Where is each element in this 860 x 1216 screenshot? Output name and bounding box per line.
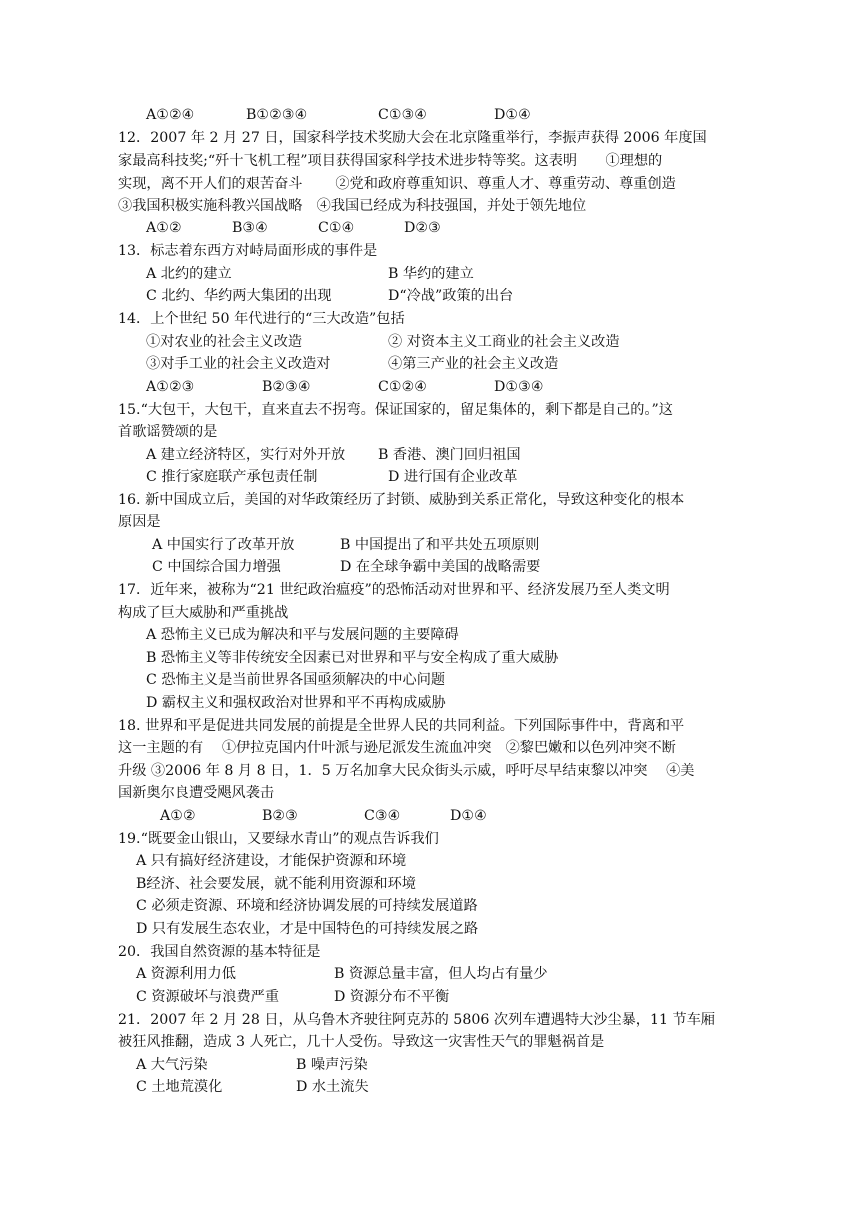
q15-option-c: C 推行家庭联产承包责任制: [146, 469, 318, 485]
q21-stem-line2: 被狂风推翻，造成 3 人死亡，几十人受伤。导致这一灾害性天气的罪魁祸首是: [118, 1034, 605, 1050]
q19-option-c: C 必须走资源、环境和经济协调发展的可持续发展道路: [136, 898, 478, 914]
q21-option-d: D 水土流失: [296, 1079, 369, 1095]
q12-option-d: D②③: [404, 220, 441, 236]
q16-option-d: D 在全球争霸中美国的战略需要: [340, 559, 541, 575]
q12-stem-line3: 实现，离不开人们的艰苦奋斗 ②党和政府尊重知识、尊重人才、尊重劳动、尊重创造: [118, 176, 676, 192]
q16-option-c: C 中国综合国力增强: [152, 559, 281, 575]
q14-option-a: A①②③: [146, 379, 195, 395]
q17-option-a: A 恐怖主义已成为解决和平与发展问题的主要障碍: [146, 627, 459, 643]
q19-option-a: A 只有搞好经济建设，才能保护资源和环境: [136, 853, 407, 869]
q15-stem-line1: 15.“大包干，大包干，直来直去不拐弯。保证国家的，留足集体的，剩下都是自己的。”这: [118, 402, 673, 418]
q15-option-a: A 建立经济特区，实行对外开放: [146, 447, 346, 463]
q17-option-b: B 恐怖主义等非传统安全因素已对世界和平与安全构成了重大威胁: [146, 650, 559, 666]
q12-stem-line2: 家最高科技奖;“歼十飞机工程”项目获得国家科学技术进步特等奖。这表明 ①理想的: [118, 153, 663, 169]
q14-item-3: ③对手工业的社会主义改造对: [146, 356, 331, 372]
q18-stem-line2: 这一主题的有 ①伊拉克国内什叶派与逊尼派发生流血冲突 ②黎巴嫩和以色列冲突不断: [118, 740, 676, 756]
q12-option-b: B③④: [232, 220, 268, 236]
q21-option-b: B 噪声污染: [296, 1057, 368, 1073]
q21-stem-line1: 21．2007 年 2 月 28 日，从乌鲁木齐驶往阿克苏的 5806 次列车遭遇特大沙尘暴，11 节车厢: [118, 1012, 716, 1028]
q13-option-b: B 华约的建立: [388, 266, 474, 282]
q14-item-2: ② 对资本主义工商业的社会主义改造: [388, 334, 620, 350]
q14-item-1: ①对农业的社会主义改造: [146, 334, 303, 350]
q14-option-d: D①③④: [494, 379, 544, 395]
q18-stem-line1: 18. 世界和平是促进共同发展的前提是全世界人民的共同利益。下列国际事件中，背离和平: [118, 718, 685, 734]
q18-stem-line4: 国新奥尔良遭受飓风袭击: [118, 785, 275, 801]
q20-option-d: D 资源分布不平衡: [334, 989, 450, 1005]
q16-option-a: A 中国实行了改革开放: [152, 537, 295, 553]
q13-option-a: A 北约的建立: [146, 266, 232, 282]
q11-option-a: A①②④: [146, 107, 195, 123]
q18-option-d: D①④: [450, 808, 487, 824]
q17-option-d: D 霸权主义和强权政治对世界和平不再构成威胁: [146, 695, 446, 711]
q14-item-4: ④第三产业的社会主义改造: [388, 356, 559, 372]
q13-stem: 13．标志着东西方对峙局面形成的事件是: [118, 243, 378, 259]
q19-option-d: D 只有发展生态农业，才是中国特色的可持续发展之路: [136, 921, 479, 937]
q20-stem: 20．我国自然资源的基本特征是: [118, 944, 321, 960]
q16-stem-line1: 16. 新中国成立后，美国的对华政策经历了封锁、威胁到关系正常化，导致这种变化的根本: [118, 492, 685, 508]
q14-stem: 14．上个世纪 50 年代进行的“三大改造”包括: [118, 311, 405, 327]
q15-option-b: B 香港、澳门回归祖国: [378, 447, 521, 463]
q12-option-c: C①④: [318, 220, 355, 236]
q15-option-d: D 进行国有企业改革: [388, 469, 518, 485]
q17-stem-line1: 17．近年来，被称为“21 世纪政治瘟疫”的恐怖活动对世界和平、经济发展乃至人类文明: [118, 582, 670, 598]
q17-stem-line2: 构成了巨大威胁和严重挑战: [118, 605, 289, 621]
q14-option-b: B②③④: [262, 379, 311, 395]
q20-option-a: A 资源利用力低: [136, 966, 236, 982]
q19-stem: 19.“既要金山银山，又要绿水青山”的观点告诉我们: [118, 831, 439, 847]
q12-stem-line1: 12．2007 年 2 月 27 日，国家科学技术奖励大会在北京隆重举行，李振声获得 2006 年度国: [118, 130, 707, 146]
q18-stem-line3: 升级 ③2006 年 8 月 8 日，1．5 万名加拿大民众街头示威，呼吁尽早结束黎以冲突 ④美: [118, 763, 695, 779]
q13-option-d: D“冷战”政策的出台: [388, 288, 514, 304]
q21-option-c: C 土地荒漠化: [136, 1079, 223, 1095]
q11-option-d: D①④: [494, 107, 531, 123]
q11-option-b: B①②③④: [246, 107, 308, 123]
q21-option-a: A 大气污染: [136, 1057, 208, 1073]
q12-stem-line4: ③我国积极实施科教兴国战略 ④我国已经成为科技强国，并处于领先地位: [118, 198, 587, 214]
q14-option-c: C①②④: [378, 379, 428, 395]
q20-option-b: B 资源总量丰富，但人均占有量少: [334, 966, 548, 982]
q16-option-b: B 中国提出了和平共处五项原则: [340, 537, 540, 553]
q12-option-a: A①②: [146, 220, 182, 236]
q11-option-c: C①③④: [378, 107, 428, 123]
q16-stem-line2: 原因是: [118, 514, 161, 530]
q19-option-b: B经济、社会要发展，就不能利用资源和环境: [136, 876, 416, 892]
q18-option-a: A①②: [160, 808, 196, 824]
q18-option-c: C③④: [364, 808, 401, 824]
q20-option-c: C 资源破坏与浪费严重: [136, 989, 280, 1005]
q17-option-c: C 恐怖主义是当前世界各国亟须解决的中心问题: [146, 672, 446, 688]
q18-option-b: B②③: [262, 808, 298, 824]
q13-option-c: C 北约、华约两大集团的出现: [146, 288, 332, 304]
q15-stem-line2: 首歌谣赞颂的是: [118, 424, 218, 440]
